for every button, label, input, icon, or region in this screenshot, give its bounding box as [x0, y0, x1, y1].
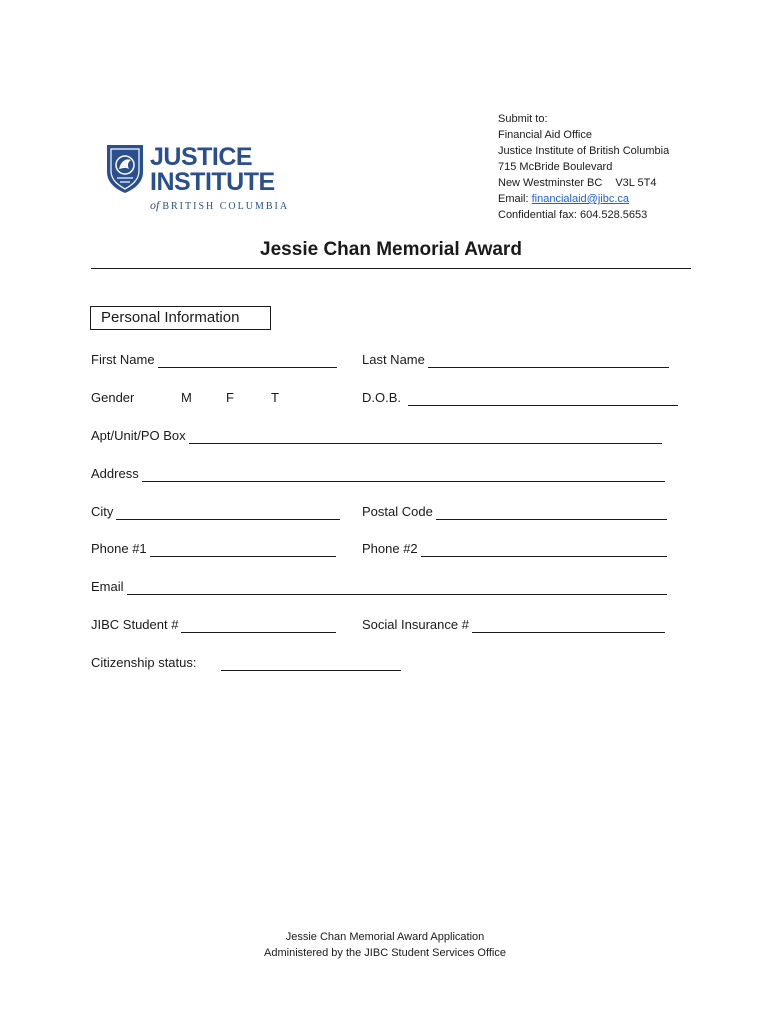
submit-city-line	[498, 175, 669, 191]
student-number-label: JIBC Student #	[91, 617, 179, 632]
footer-line1: Jessie Chan Memorial Award Application	[285, 931, 485, 943]
citizenship-label: Citizenship status:	[91, 655, 197, 670]
submit-street: 715 McBride Boulevard	[498, 161, 613, 173]
postal-code-row	[362, 504, 667, 520]
dob-field[interactable]	[408, 391, 678, 406]
dob-row	[362, 390, 678, 406]
footer-line2: Administered by the JIBC Student Services Office	[264, 947, 506, 959]
city-field[interactable]	[116, 505, 340, 520]
student-number-field[interactable]	[181, 618, 336, 633]
phone1-label: Phone #1	[91, 541, 147, 556]
phone1-field[interactable]	[150, 542, 336, 557]
first-name-field[interactable]	[158, 353, 337, 368]
phone1-row	[91, 541, 336, 557]
city-row	[91, 504, 340, 520]
submit-postal: V3L 5T4	[615, 177, 657, 189]
page-footer	[0, 929, 770, 961]
phone2-field[interactable]	[421, 542, 667, 557]
phone2-label: Phone #2	[362, 541, 418, 556]
submit-fax-line	[498, 207, 669, 223]
submit-org: Justice Institute of British Columbia	[498, 145, 670, 157]
email-label: Email	[91, 579, 124, 594]
dob-label: D.O.B.	[362, 390, 402, 405]
logo-text-justice: JUSTICE	[150, 143, 253, 171]
apt-field[interactable]	[189, 429, 662, 444]
submit-email-label: Email:	[498, 193, 529, 205]
last-name-field[interactable]	[428, 353, 669, 368]
submit-fax-label: Confidential fax:	[498, 209, 577, 221]
address-row	[91, 466, 665, 482]
gender-option-f[interactable]: F	[226, 390, 234, 405]
address-field[interactable]	[142, 467, 665, 482]
student-number-row	[91, 617, 336, 633]
citizenship-field[interactable]	[221, 656, 401, 671]
gender-label: Gender	[91, 390, 135, 405]
address-label: Address	[91, 466, 139, 481]
title-divider	[91, 268, 691, 269]
postal-code-label: Postal Code	[362, 504, 433, 519]
first-name-row	[91, 352, 337, 368]
submit-email-line	[498, 191, 669, 207]
apt-row	[91, 428, 662, 444]
section-header-personal-info: Personal Information	[90, 306, 271, 330]
phone2-row	[362, 541, 667, 557]
submit-to-block	[498, 111, 669, 223]
submit-city: New Westminster BC	[498, 177, 603, 189]
submit-heading: Submit to:	[498, 113, 548, 125]
last-name-label: Last Name	[362, 352, 425, 367]
sin-label: Social Insurance #	[362, 617, 469, 632]
logo-text-british-columbia: BRITISH COLUMBIA	[162, 201, 290, 212]
submit-fax: 604.528.5653	[579, 209, 648, 221]
postal-code-field[interactable]	[436, 505, 667, 520]
gender-option-m[interactable]: M	[181, 390, 192, 405]
email-row	[91, 579, 667, 595]
page-title: Jessie Chan Memorial Award	[260, 239, 522, 260]
first-name-label: First Name	[91, 352, 155, 367]
jibc-logo	[104, 140, 294, 212]
logo-text-institute: INSTITUTE	[150, 168, 275, 196]
apt-label: Apt/Unit/PO Box	[91, 428, 186, 443]
submit-office: Financial Aid Office	[498, 129, 592, 141]
submit-email-link[interactable]: financialaid@jibc.ca	[531, 193, 630, 205]
sin-row	[362, 617, 665, 633]
shield-crest-icon	[104, 142, 146, 194]
sin-field[interactable]	[472, 618, 665, 633]
gender-option-t[interactable]: T	[271, 390, 279, 405]
city-label: City	[91, 504, 114, 519]
logo-text-of: of	[150, 198, 160, 212]
citizenship-row	[91, 655, 401, 671]
email-field[interactable]	[127, 580, 667, 595]
last-name-row	[362, 352, 669, 368]
logo-text-bc	[150, 198, 289, 213]
